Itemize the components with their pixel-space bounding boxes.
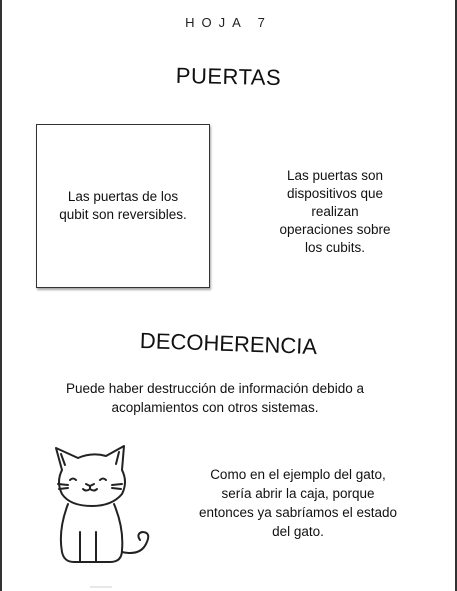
page-bottom-mark bbox=[90, 586, 112, 588]
page-border-left bbox=[0, 0, 2, 591]
sheet-label: HOJA 7 bbox=[185, 15, 272, 30]
section-title-decoherence: DECOHERENCIA bbox=[139, 327, 318, 360]
section-title-gates: PUERTAS bbox=[175, 62, 282, 91]
cat-icon bbox=[48, 440, 160, 570]
cat-caption: Como en el ejemplo del gato, sería abrir la caja, porque entonces ya sabríamos el estado del gato. bbox=[198, 467, 398, 539]
gates-note-text: Las puertas de los qubit son reversibles. bbox=[59, 189, 187, 222]
gates-note-box bbox=[36, 124, 210, 288]
decoherence-description: Puede haber destrucción de información debido a acoplamientos con otros sistemas. bbox=[66, 381, 364, 415]
gates-description: Las puertas son dispositivos que realizan operaciones sobre los cubits. bbox=[279, 168, 391, 255]
